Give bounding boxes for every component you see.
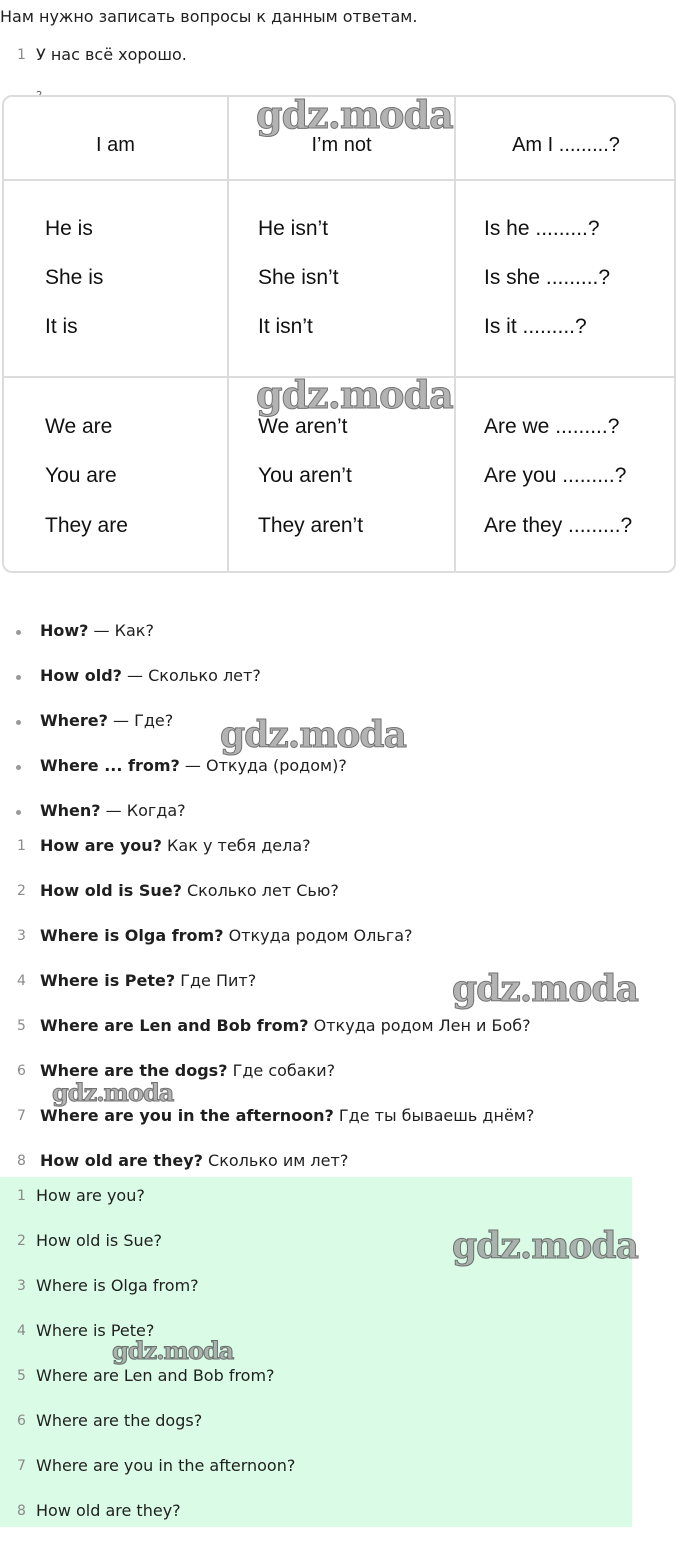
table-header: I am (96, 134, 135, 156)
list-number: 6 (17, 1063, 26, 1079)
watermark-logo: gdz.moda (452, 1225, 638, 1267)
intro-text: Нам нужно записать вопросы к данным ответам. (0, 7, 418, 26)
answer-number: 2 (17, 1233, 26, 1249)
answer-number: 7 (17, 1458, 26, 1474)
answer-text: How are you? (36, 1186, 145, 1205)
answer-number: 3 (17, 1278, 26, 1294)
glossary-item: How? — Как? (40, 621, 154, 640)
table-cell: He isn’t (258, 217, 329, 240)
list-item: Where are Len and Bob from? Откуда родом Лен и Боб? (40, 1016, 531, 1035)
table-cell: We are (45, 415, 113, 438)
answer-number: 6 (17, 1413, 26, 1429)
bullet-icon (16, 810, 21, 815)
example-text: У нас всё хорошо. (36, 45, 187, 64)
list-item: Where are the dogs? Где собаки? (40, 1061, 336, 1080)
watermark-logo: gdz.moda (256, 372, 453, 417)
answer-number: 5 (17, 1368, 26, 1384)
table-cell: We aren’t (258, 415, 348, 438)
list-number: 8 (17, 1153, 26, 1169)
table-cell: They aren’t (258, 514, 364, 537)
list-item: How old is Sue? Сколько лет Сью? (40, 881, 339, 900)
answer-number: 1 (17, 1188, 26, 1204)
example-number: 1 (17, 47, 26, 63)
answer-text: Where are the dogs? (36, 1411, 203, 1430)
answer-text: Where are Len and Bob from? (36, 1366, 275, 1385)
list-number: 2 (17, 883, 26, 899)
table-header: I’m not (311, 134, 372, 156)
table-header: Am I .........? (512, 134, 620, 156)
table-cell: Is he .........? (484, 217, 600, 240)
answer-text: Where are you in the afternoon? (36, 1456, 296, 1475)
table-divider (4, 179, 674, 181)
list-item: Where is Pete? Где Пит? (40, 971, 257, 990)
bullet-icon (16, 720, 21, 725)
list-number: 7 (17, 1108, 26, 1124)
answer-number: 4 (17, 1323, 26, 1339)
table-cell: Are you .........? (484, 464, 627, 487)
list-item: Where is Olga from? Откуда родом Ольга? (40, 926, 413, 945)
glossary-item: Where? — Где? (40, 711, 174, 730)
table-cell: Is she .........? (484, 266, 611, 289)
table-cell: Is it .........? (484, 315, 587, 338)
watermark-logo: gdz.moda (256, 92, 453, 137)
table-cell: He is (45, 217, 93, 240)
grammar-table (2, 95, 676, 573)
list-item: How old are they? Сколько им лет? (40, 1151, 349, 1170)
answer-text: Where is Olga from? (36, 1276, 199, 1295)
list-number: 1 (17, 838, 26, 854)
answer-text: How old are they? (36, 1501, 181, 1520)
answer-number: 8 (17, 1503, 26, 1519)
table-cell: She isn’t (258, 266, 339, 289)
list-number: 5 (17, 1018, 26, 1034)
glossary-item: When? — Когда? (40, 801, 186, 820)
bullet-icon (16, 765, 21, 770)
glossary-item: Where ... from? — Откуда (родом)? (40, 756, 347, 775)
watermark-logo: gdz.moda (452, 968, 638, 1010)
table-cell: Are we .........? (484, 415, 620, 438)
watermark-logo: gdz.moda (112, 1336, 234, 1365)
list-item: Where are you in the afternoon? Где ты бываешь днём? (40, 1106, 535, 1125)
table-cell: You aren’t (258, 464, 352, 487)
list-number: 3 (17, 928, 26, 944)
bullet-icon (16, 630, 21, 635)
answer-text: How old is Sue? (36, 1231, 162, 1250)
list-item: How are you? Как у тебя дела? (40, 836, 311, 855)
table-divider (227, 97, 229, 571)
bullet-icon (16, 675, 21, 680)
table-cell: She is (45, 266, 104, 289)
list-number: 4 (17, 973, 26, 989)
table-cell: It is (45, 315, 78, 338)
table-divider (454, 97, 456, 571)
watermark-logo: gdz.moda (220, 714, 406, 756)
glossary-item: How old? — Сколько лет? (40, 666, 261, 685)
watermark-logo: gdz.moda (52, 1078, 174, 1107)
table-cell: It isn’t (258, 315, 313, 338)
table-cell: You are (45, 464, 117, 487)
answer-text: Where is Pete? (36, 1321, 155, 1340)
table-cell: Are they .........? (484, 514, 633, 537)
table-cell: They are (45, 514, 128, 537)
